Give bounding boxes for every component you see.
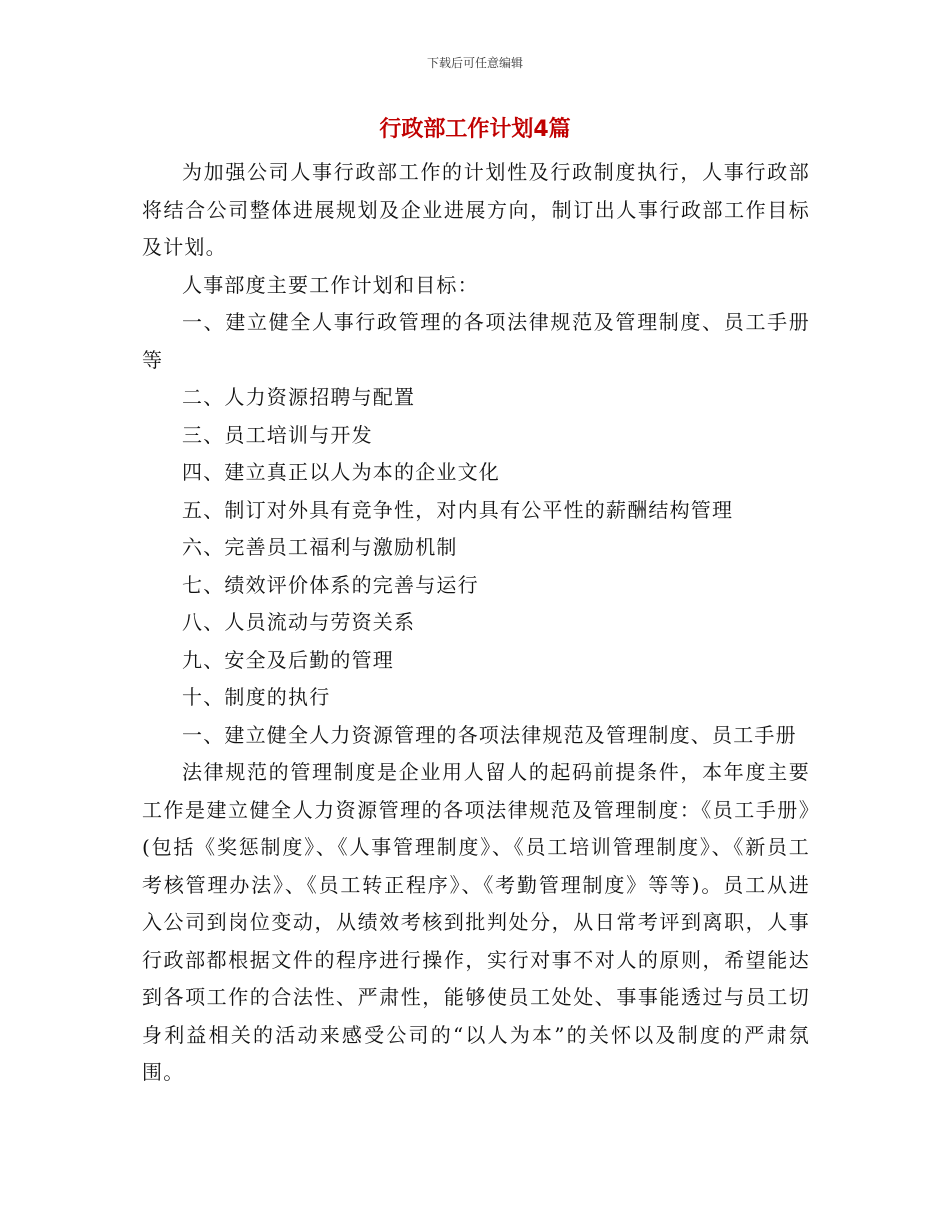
list-item: 六、完善员工福利与激励机制 — [182, 535, 458, 559]
list-item: 三、员工培训与开发 — [182, 422, 373, 447]
list-item: 二、人力资源招聘与配置 — [182, 385, 416, 409]
document-body — [142, 154, 810, 1092]
list-item: 四、建立真正以人为本的企业文化 — [182, 460, 500, 484]
list-item: 七、绩效评价体系的完善与运行 — [182, 572, 479, 597]
paragraph-body: 法律规范的管理制度是企业用人留人的起码前提条件，本年度主要工作是建立健全人力资源管理的各项法律规范及管理制度：《员工手册》(包括《奖惩制度》、《人事管理制度》、《员工培训管理制度》、《新员工考核管理办法》、《员工转正程序》、《考勤管理制度》等等)。员工从进入公司到岗位变动，从绩效考核到批判处分，从日常考评到离职，人事行政部都根据文件的程序进行操作，实行对事不对人的原则，希望能达到各项工作的合法性、严肃性，能够使员工处处、事事能透过与员工切身利益相关的活动来感受公司的“以人为本”的关怀以及制度的严肃氛围。 — [142, 760, 810, 1084]
header-note: 下载后可任意编辑 — [426, 56, 523, 70]
paragraph-intro: 为加强公司人事行政部工作的计划性及行政制度执行，人事行政部将结合公司整体进展规划及企业进展方向，制订出人事行政部工作目标及计划。 — [142, 160, 810, 259]
list-item: 一、建立健全人事行政管理的各项法律规范及管理制度、员工手册等 — [142, 310, 810, 372]
list-item: 五、制订对外具有竞争性，对内具有公平性的薪酬结构管理 — [182, 497, 734, 522]
document-title: 行政部工作计划4篇 — [379, 117, 571, 142]
list-item: 九、安全及后勤的管理 — [182, 647, 394, 672]
list-item: 十、制度的执行 — [182, 685, 331, 709]
section-heading: 一、建立健全人力资源管理的各项法律规范及管理制度、员工手册 — [182, 722, 797, 747]
paragraph-goals-heading: 人事部度主要工作计划和目标： — [182, 272, 479, 297]
list-item: 八、人员流动与劳资关系 — [182, 610, 416, 634]
